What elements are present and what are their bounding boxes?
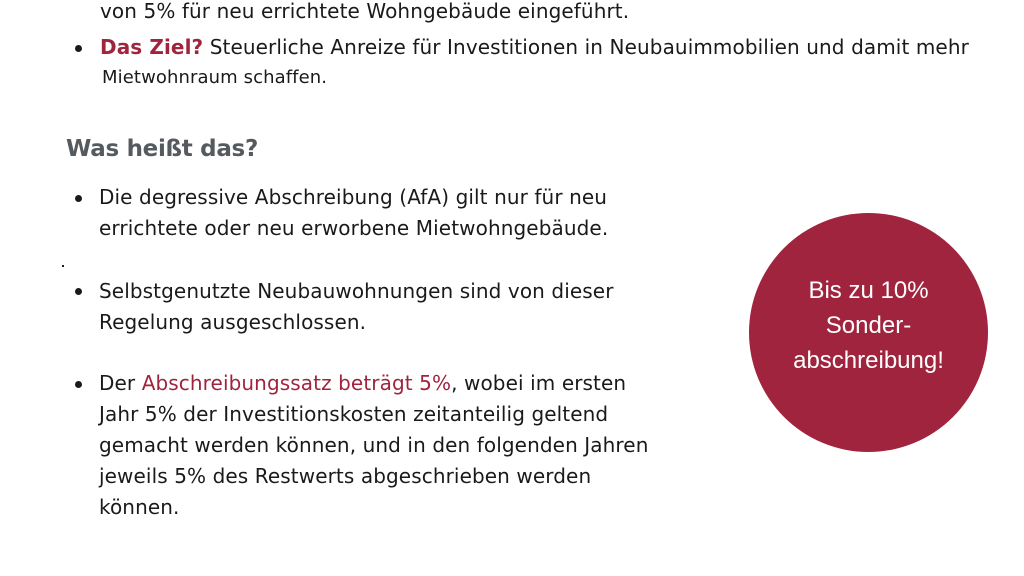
goal-line-2: Mietwohnraum schaffen. <box>102 67 328 88</box>
bullet-3-line-4: jeweils 5% des Restwerts abgeschrieben werden <box>99 464 592 488</box>
bullet-3-line-3: gemacht werden können, und in den folgenden Jahren <box>99 433 649 457</box>
bullet-1-line-1: Die degressive Abschreibung (AfA) gilt nur für neu <box>99 185 608 209</box>
bullet-2-line-1: Selbstgenutzte Neubauwohnungen sind von dieser <box>99 279 614 303</box>
bullet-dot <box>75 45 82 52</box>
badge-line-1: Bis zu 10% <box>808 277 929 304</box>
goal-text: Steuerliche Anreize für Investitionen in Neubauimmobilien und damit mehr <box>203 35 969 59</box>
badge-line-2: Sonder- <box>825 312 912 339</box>
bullet-3-prefix: Der <box>99 371 142 395</box>
badge-line-3: abschreibung! <box>793 347 944 374</box>
bullet-3-line-1 <box>99 368 626 399</box>
bullet-1-line-2: errichtete oder neu erworbene Mietwohngebäude. <box>99 216 609 240</box>
goal-line <box>100 32 969 63</box>
bullet-3-line-5: können. <box>99 495 180 519</box>
bullet-dot <box>75 381 82 388</box>
bullet-3-accent: Abschreibungssatz beträgt 5% <box>141 371 452 395</box>
section-heading: Was heißt das? <box>66 136 258 162</box>
bullet-dot <box>75 195 82 202</box>
bullet-3-suffix: , wobei im ersten <box>451 371 627 395</box>
goal-label: Das Ziel? <box>100 35 204 59</box>
bullet-dot <box>75 288 82 295</box>
stray-dot <box>62 265 64 267</box>
special-depreciation-badge <box>749 213 988 452</box>
bullet-3-line-2: Jahr 5% der Investitionskosten zeitanteilig geltend <box>99 402 609 426</box>
bullet-2-line-2: Regelung ausgeschlossen. <box>99 310 367 334</box>
intro-line-cut: von 5% für neu errichtete Wohngebäude eingeführt. <box>100 0 630 23</box>
badge-text <box>793 273 944 378</box>
